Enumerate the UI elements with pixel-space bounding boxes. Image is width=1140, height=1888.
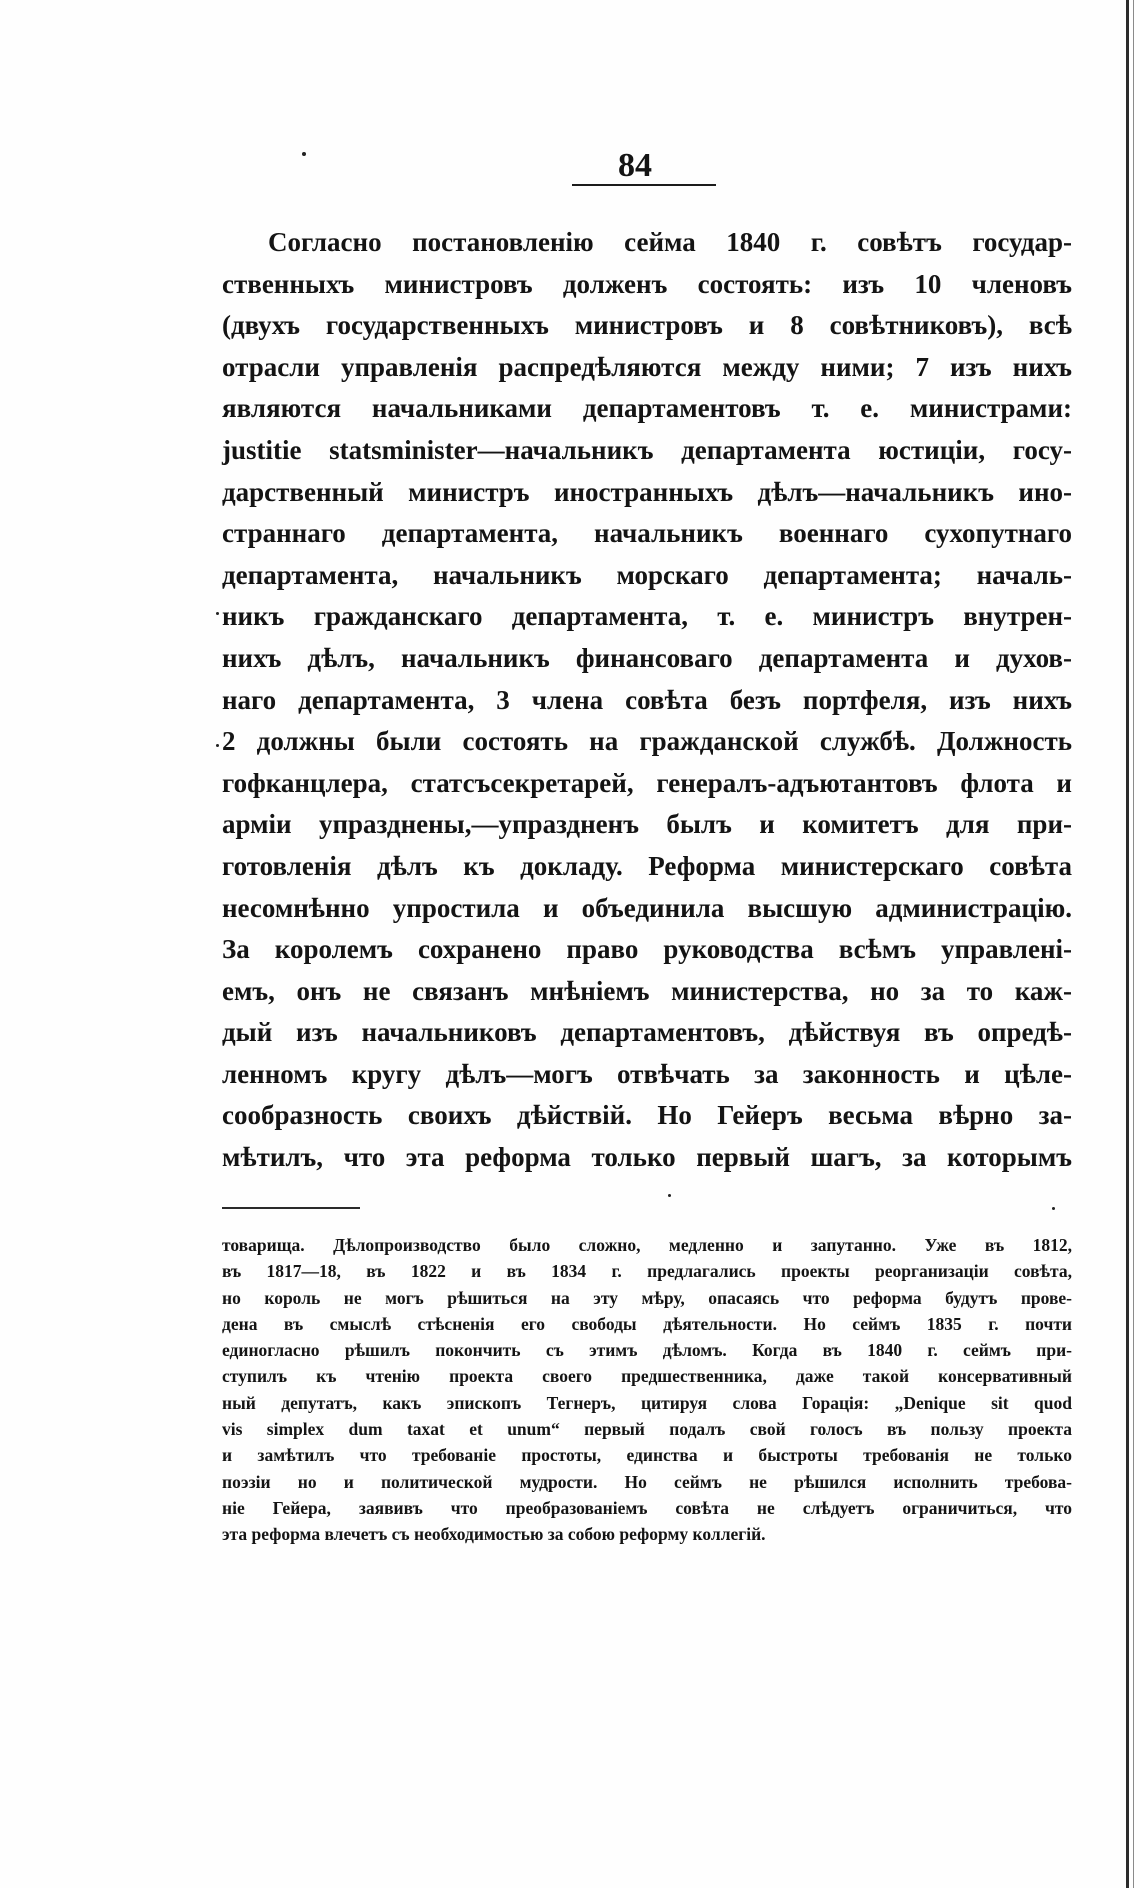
page-edge-line <box>1133 0 1134 1888</box>
print-speck <box>1052 1207 1055 1210</box>
text-line: наго департамента, 3 члена совѣта безъ портфеля, изъ нихъ <box>222 684 1072 715</box>
footnote-line: ный депутатъ, какъ эпископъ Тегнеръ, цитируя слова Горація: „Denique sit quod <box>222 1392 1072 1413</box>
text-line: мѣтилъ, что эта реформа только первый шагъ, за которымъ <box>222 1142 1072 1173</box>
text-line: 2 должны были состоять на гражданской службѣ. Должность <box>222 726 1072 757</box>
text-line: За королемъ сохранено право руководства всѣмъ управлені- <box>222 934 1072 965</box>
footnote-line: единогласно рѣшилъ покончить съ этимъ дѣломъ. Когда въ 1840 г. сеймъ при- <box>222 1340 1072 1361</box>
footnote-line: и замѣтилъ что требованіе простоты, единства и быстроты требованія не только <box>222 1445 1072 1466</box>
text-line: дый изъ начальниковъ департаментовъ, дѣйствуя въ опредѣ- <box>222 1017 1072 1048</box>
main-body-text <box>222 222 1072 1179</box>
print-speck <box>302 152 306 156</box>
text-line: арміи упразднены,—упраздненъ былъ и комитетъ для при- <box>222 809 1072 840</box>
text-line: ственныхъ министровъ долженъ состоять: изъ 10 членовъ <box>222 268 1072 299</box>
page-number-underline <box>572 184 716 186</box>
text-line: сообразность своихъ дѣйствій. Но Гейеръ весьма вѣрно за- <box>222 1100 1072 1131</box>
print-speck <box>216 612 219 615</box>
text-line: несомнѣнно упростила и объединила высшую администрацію. <box>222 892 1072 923</box>
footnote-line: ступилъ къ чтенію проекта своего предшественника, даже такой консервативный <box>222 1366 1072 1387</box>
footnote-line: дена въ смыслѣ стѣсненія его свободы дѣятельности. Но сеймъ 1835 г. почти <box>222 1313 1072 1334</box>
text-line: гофканцлера, статсъсекретарей, генералъ-адъютантовъ флота и <box>222 767 1072 798</box>
text-line: готовленія дѣлъ къ докладу. Реформа министерскаго совѣта <box>222 850 1072 881</box>
footnote <box>222 1232 1072 1548</box>
footnote-line: эта реформа влечетъ съ необходимостью за собою реформу коллегій. <box>222 1524 766 1545</box>
text-line: дарственный министръ иностранныхъ дѣлъ—начальникъ ино- <box>222 476 1072 507</box>
footnote-line: ніе Гейера, заявивъ что преобразованіемъ совѣта не слѣдуетъ ограничиться, что <box>222 1497 1072 1518</box>
page-number: 84 <box>618 147 652 184</box>
text-line: justitie statsminister—начальникъ департамента юстиціи, госу- <box>222 434 1072 465</box>
text-line: департамента, начальникъ морскаго департамента; началь- <box>222 559 1072 590</box>
text-line: емъ, онъ не связанъ мнѣніемъ министерства, но за то каж- <box>222 975 1072 1006</box>
print-speck <box>216 744 219 747</box>
page-edge-shadow <box>1126 0 1129 1888</box>
footnote-line: въ 1817—18, въ 1822 и въ 1834 г. предлагались проекты реорганизаціи совѣта, <box>222 1261 1072 1282</box>
text-line: страннаго департамента, начальникъ военнаго сухопутнаго <box>222 518 1072 549</box>
footnote-separator <box>222 1207 360 1209</box>
text-line: (двухъ государственныхъ министровъ и 8 совѣтниковъ), всѣ <box>222 310 1072 341</box>
footnote-line: vis simplex dum taxat et unum“ первый подалъ свой голосъ въ пользу проекта <box>222 1419 1072 1440</box>
text-line: никъ гражданскаго департамента, т. е. министръ внутрен- <box>222 601 1072 632</box>
footnote-line: поэзіи но и политической мудрости. Но сеймъ не рѣшился исполнить требова- <box>222 1471 1072 1492</box>
text-line: отрасли управленія распредѣляются между ними; 7 изъ нихъ <box>222 351 1072 382</box>
footnote-line: товарища. Дѣлопроизводство было сложно, медленно и запутанно. Уже въ 1812, <box>222 1235 1072 1255</box>
text-line: Согласно постановленію сейма 1840 г. совѣтъ государ- <box>268 227 1072 257</box>
footnote-line: но король не могъ рѣшиться на эту мѣру, опасаясь что реформа будутъ прове- <box>222 1287 1072 1308</box>
text-line: являются начальниками департаментовъ т. е. министрами: <box>222 393 1072 424</box>
print-speck <box>668 1194 671 1197</box>
text-line: нихъ дѣлъ, начальникъ финансоваго департамента и духов- <box>222 642 1072 673</box>
text-line: ленномъ кругу дѣлъ—могъ отвѣчать за законность и цѣле- <box>222 1058 1072 1089</box>
